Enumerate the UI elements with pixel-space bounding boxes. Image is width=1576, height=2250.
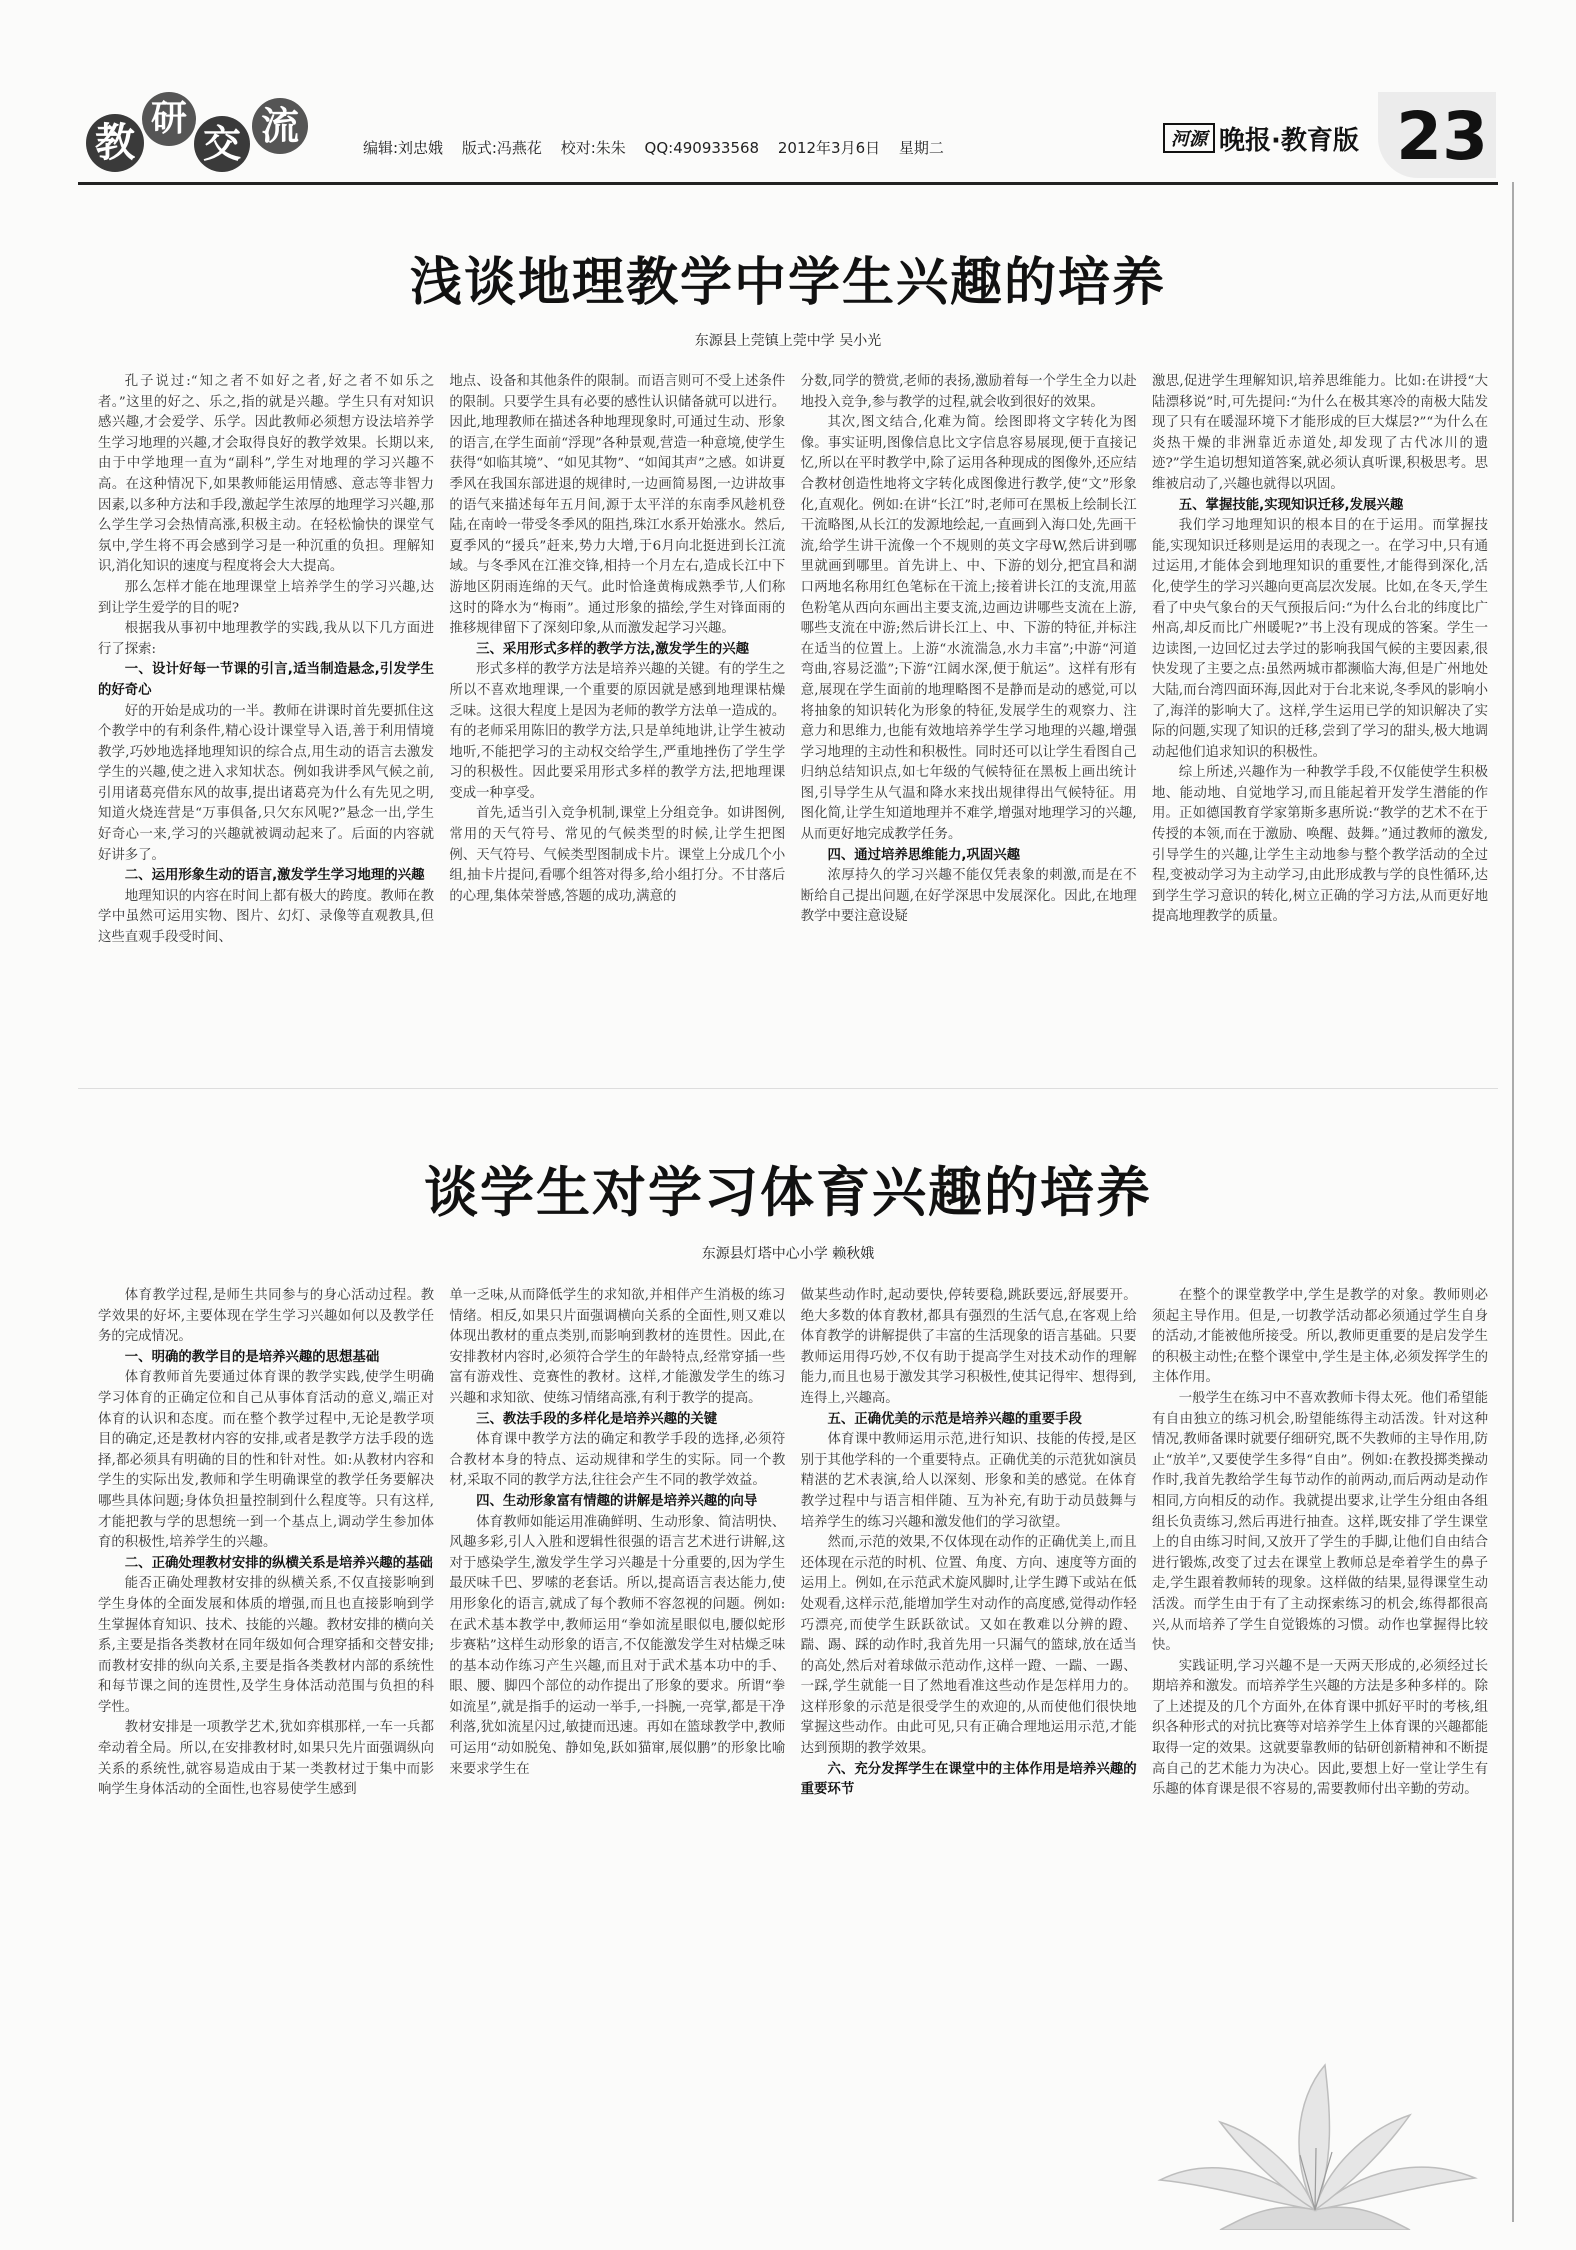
paragraph: 综上所述,兴趣作为一种教学手段,不仅能使学生积极地、能动地、自觉地学习,而且能起着开发学生潜能的作用。正如德国教育学家第斯多惠所说:“教学的艺术不在于传授的本领,而在于激励、唤醒、鼓舞。”通过教师的激发,引导学生的兴趣,让学生主动地参与整个教学活动的全过程,变被动学习为主动学习,由此形成教与学的良性循环,达到学生学习意识的转化,树立正确的学习方法,从而更好地提高地理教学的质量。 <box>1151 765 1488 925</box>
paragraph: 单一乏味,从而降低学生的求知欲,并相伴产生消极的练习情绪。相反,如果只片面强调横向关系的全面性,则又难以体现出教材的重点类别,而影响到教材的连贯性。因此,在安排教材内容时,必须符合学生的年龄特点,经常穿插一些富有游戏性、竞赛性的教材。这样,才能激发学生的练习兴趣和求知欲、使练习情绪高涨,有利于教学的提高。 <box>449 1288 786 1406</box>
section-heading: 五、掌握技能,实现知识迁移,发展兴趣 <box>1178 497 1404 513</box>
paragraph: 体育课中教学方法的确定和教学手段的选择,必须符合教材本身的特点、运动规律和学生的实际。同一个教材,采取不同的教学方法,往往会产生不同的教学效益。 <box>449 1432 786 1489</box>
text-column <box>98 1286 434 1986</box>
text-column <box>1152 372 1488 1052</box>
contact-qq: QQ:490933568 <box>644 139 760 157</box>
paragraph: 做某些动作时,起动要快,停转要稳,跳跃要远,舒展要开。绝大多数的体育教材,都具有强烈的生活气息,在客观上给体育教学的讲解提供了丰富的生活现象的语言基础。只要教师运用得巧妙,不仅有助于提高学生对技术动作的理解能力,而且也易于激发其学习积极性,使其记得牢、想得到,连得上,兴趣高。 <box>800 1288 1137 1406</box>
paragraph: 一般学生在练习中不喜欢教师卡得太死。他们希望能有自由独立的练习机会,盼望能练得主动活泼。针对这种情况,教师备课时就要仔细研究,既不失教师的主导作用,防止“放羊”,又要使学生多得“自由”。例如:在教投掷类操动作时,我首先教给学生每节动作的前两动,而后两动是动作相同,方向相反的动作。我就提出要求,让学生分组由各组组长负责练习,然后再进行抽查。这样,既安排了学生课堂上的自由练习时间,又放开了学生的手脚,让他们自由结合进行锻炼,改变了过去在课堂上教师总是牵着学生的鼻子走,学生跟着教师转的现象。这样做的结果,显得课堂生动活泼。而学生由于有了主动探索练习的机会,练得都很高兴,从而培养了学生自觉锻炼的习惯。动作也掌握得比较快。 <box>1151 1390 1488 1654</box>
paragraph: 在整个的课堂教学中,学生是教学的对象。教师则必须起主导作用。但是,一切教学活动都必须通过学生自身的活动,才能被他所接受。所以,教师更重要的是启发学生的积极主动性;在整个课堂中,学生是主体,必须发挥学生的主体作用。 <box>1151 1288 1488 1386</box>
paragraph: 教材安排是一项教学艺术,犹如弈棋那样,一车一兵都牵动着全局。所以,在安排教材时,如果只先片面强调纵向关系的系统性,就容易造成由于某一类教材过于集中而影响学生身体活动的全面性,也容易使学生感到 <box>98 1720 434 1798</box>
paragraph: 能否正确处理教材安排的纵横关系,不仅直接影响到学生身体的全面发展和体质的增强,而且也直接影响到学生掌握体育知识、技术、技能的兴趣。教材安排的横向关系,主要是指各类教材在同年级如何合理穿插和交替安排;而教材安排的纵向关系,主要是指各类教材内部的系统性和每节课之间的连贯性,及学生身体活动范围与负担的科学性。 <box>98 1576 434 1715</box>
paragraph: 首先,适当引入竞争机制,课堂上分组竞争。如讲图例,常用的天气符号、常见的气候类型的时候,让学生把图例、天气符号、气候类型图制成卡片。课堂上分成几个小组,抽卡片提问,看哪个组答对得多,给小组打分。不甘落后的心理,集体荣誉感,答题的成功,满意的 <box>449 806 786 904</box>
paragraph: 其次,图文结合,化难为简。绘图即将文字转化为图像。事实证明,图像信息比文字信息容易展现,便于直接记忆,所以在平时教学中,除了运用各种现成的图像外,还应结合教材创造性地将文字转化成图像进行教学,使“文”形象化,直观化。例如:在讲“长江”时,老师可在黑板上绘制长江干流略图,从长江的发源地绘起,一直画到入海口处,先画干流,给学生讲干流像一个不规则的英文字母W,然后讲到哪里就画到哪里。首先讲上、中、下游的划分,把宜昌和湖口两地名称用红色笔标在干流上;接着讲长江的支流,用蓝色粉笔从西向东画出主要支流,边画边讲哪些支流在上游,哪些支流在中游;然后讲长江上、中、下游的特征,并标注在适当的位置上。上游“水流湍急,水力丰富”;中游“河道弯曲,容易泛滥”;下游“江阔水深,便于航运”。这样有形有意,展现在学生面前的地理略图不是静而是动的感觉,可以将抽象的知识转化为形象的特征,发展学生的观察力、注意力和思维力,也能有效地培养学生学习地理的兴趣,增强学习地理的主动性和积极性。同时还可以让学生看图自己归纳总结知识点,如七年级的气候特征在黑板上画出统计图,引导学生从气温和降水来找出规律得出气候特征。用图化简,让学生知道地理并不难学,增强对地理学习的兴趣,从而更好地完成教学任务。 <box>800 415 1137 843</box>
article-byline: 东源县上莞镇上莞中学 吴小光 <box>694 333 882 349</box>
section-logo-char: 研 <box>142 92 196 146</box>
paragraph: 实践证明,学习兴趣不是一天两天形成的,必须经过长期培养和激发。而培养学生兴趣的方法是多种多样的。除了上述提及的几个方面外,在体育课中抓好平时的考核,组织各种形式的对抗比赛等对培养学生上体育课的兴趣都能取得一定的效果。这就要靠教师的钻研创新精神和不断提高自己的艺术能力为决心。因此,要想上好一堂让学生有乐趣的体育课是很不容易的,需要教师付出辛勤的劳动。 <box>1151 1658 1488 1798</box>
section-logo-char: 教 <box>86 114 144 172</box>
paragraph: 地理知识的内容在时间上都有极大的跨度。教师在教学中虽然可运用实物、图片、幻灯、录像等直观教具,但这些直观手段受时间、 <box>98 888 434 946</box>
section-heading: 三、教法手段的多样化是培养兴趣的关键 <box>476 1411 718 1427</box>
paragraph: 地点、设备和其他条件的限制。而语言则可不受上述条件的限制。只要学生具有必要的感性认识储备就可以进行。因此,地理教师在描述各种地理现象时,可通过生动、形象的语言,在学生面前“浮现”各种景观,营造一种意境,使学生获得“如临其境”、“如见其物”、“如闻其声”之感。如讲夏季风在我国东部进退的规律时,一边画简易图,一边讲故事的语气来描述每年五月间,源于太平洋的东南季风趁机登陆,在南岭一带受冬季风的阻挡,珠江水系开始涨水。然后,夏季风的“援兵”赶来,势力大增,于6月向北挺进到长江流域。与冬季风在江淮交锋,相持一个月左右,造成长江中下游地区阴雨连绵的天气。此时恰逢黄梅成熟季节,人们称这时的降水为“梅雨”。通过形象的描绘,学生对锋面雨的推移规律留下了深刻印象,从而激发起学习兴趣。 <box>449 374 786 637</box>
newspaper-brand <box>1163 120 1359 157</box>
paragraph: 我们学习地理知识的根本目的在于运用。而掌握技能,实现知识迁移则是运用的表现之一。在学习中,只有通过运用,才能体会到地理知识的重要性,才能得到深化,活化,使学生的学习兴趣向更高层次发展。比如,在冬天,学生看了中央气象台的天气预报后问:“为什么台北的纬度比广州高,却反而比广州暖呢?”书上没有现成的答案。学生一边读图,一边回忆过去学过的影响我国气候的主要因素,很快发现了主要之点:虽然两城市都濒临大海,但是广州地处大陆,而台湾四面环海,因此对于台北来说,冬季风的影响小了,海洋的影响大了。这样,学生运用已学的知识解决了实际的问题,实现了知识的迁移,尝到了学习的甜头,极大地调动起他们追求知识的积极性。 <box>1151 518 1488 760</box>
article-columns <box>98 372 1488 1052</box>
paragraph: 那么怎样才能在地理课堂上培养学生的学习兴趣,达到让学生爱学的目的呢? <box>98 579 434 616</box>
paragraph: 形式多样的教学方法是培养兴趣的关键。有的学生之所以不喜欢地理课,一个重要的原因就是感到地理课枯燥乏味。这很大程度上是因为老师的教学方法单一造成的。有的老师采用陈旧的教学方法,只是单纯地讲,让学生被动地听,不能把学习的主动权交给学生,严重地挫伤了学生学习的积极性。因此要采用形式多样的教学方法,把地理课变成一种享受。 <box>449 662 786 801</box>
text-column <box>801 372 1137 1052</box>
page-number: 23 <box>1396 98 1488 175</box>
section-heading: 一、明确的教学目的是培养兴趣的思想基础 <box>124 1349 380 1365</box>
section-logo-char: 交 <box>194 116 250 172</box>
section-heading: 五、正确优美的示范是培养兴趣的重要手段 <box>827 1411 1082 1427</box>
page-edge-rule <box>1512 182 1514 2222</box>
paragraph: 浓厚持久的学习兴趣不能仅凭表象的刺激,而是在不断给自己提出问题,在好学深思中发展深化。因此,在地理教学中要注意设疑 <box>800 868 1137 925</box>
section-heading: 三、采用形式多样的教学方法,激发学生的兴趣 <box>476 641 750 657</box>
article-columns <box>98 1286 1488 1986</box>
paragraph: 体育教师首先要通过体育课的教学实践,使学生明确学习体育的正确定位和自己从事体育活动的意义,端正对体育的认识和态度。而在整个教学过程中,无论是教学项目的确定,还是教材内容的安排,或者是教学方法手段的选择,都必须具有明确的目的性和针对性。如:从教材内容和学生的实际出发,教师和学生明确课堂的教学任务要解决哪些具体问题;身体负担量控制到什么程度等。只有这样,才能把教与学的思想统一到一个基点上,调动学生参加体育的积极性,培养学生的兴趣。 <box>98 1370 434 1551</box>
brand-seal-logo: 河源 <box>1163 123 1215 153</box>
article-byline: 东源县灯塔中心小学 赖秋娥 <box>701 1246 875 1262</box>
masthead-meta <box>363 137 958 158</box>
text-column <box>449 372 785 1052</box>
page-number-tab <box>1378 92 1496 178</box>
article-separator <box>78 1088 1498 1089</box>
paragraph: 好的开始是成功的一半。教师在讲课时首先要抓住这个教学中的有利条件,精心设计课堂导入语,善于利用情境教学,巧妙地选择地理知识的综合点,用生动的语言去激发学生的兴趣,使之进入求知状态。例如我讲季风气候之前,引用诸葛亮借东风的故事,提出诸葛亮为什么有先见之明,知道火烧连营是“万事俱备,只欠东风呢?”悬念一出,学生好奇心一来,学习的兴趣就被调动起来了。后面的内容就好讲多了。 <box>98 703 434 863</box>
article-title: 浅谈地理教学中学生兴趣的培养 <box>409 253 1166 313</box>
paragraph: 体育教师如能运用准确鲜明、生动形象、简洁明快、风趣多彩,引人入胜和逻辑性很强的语言艺术进行讲解,这对于感染学生,激发学生学习兴趣是十分重要的,因为学生最厌味千巴、罗嗦的老套话。所以,提高语言表达能力,使用形象化的语言,就成了每个教师不容忽视的问题。例如:在武术基本教学中,教师运用“拳如流星眼似电,腰似蛇形步赛粘”这样生动形象的语言,不仅能激发学生对枯燥乏味的基本动作练习产生兴趣,而且对于武术基本功中的手、眼、腰、脚四个部位的动作提出了形象的要求。所谓“拳如流星”,就是指手的运动一举手,一抖腕,一亮掌,都是干净利落,犹如流星闪过,敏捷而迅速。再如在篮球教学中,教师可运用“动如脱兔、静如兔,跃如猫窜,展似鹏”的形象比喻来要求学生在 <box>449 1514 786 1777</box>
paragraph: 激思,促进学生理解知识,培养思维能力。比如:在讲授“大陆漂移说”时,可先提问:“为什么在极其寒冷的南极大陆发现了只有在暖湿环境下才能形成的巨大煤层?”“为什么在炎热干燥的非洲靠近赤道处,却发现了古代冰川的遗迹?”学生追切想知道答案,就必须认真听课,积极思考。思维被启动了,兴趣也就得以巩固。 <box>1151 374 1488 492</box>
text-column <box>98 372 434 1052</box>
paragraph: 分数,同学的赞赏,老师的表扬,激励着每一个学生全力以赴地投入竞争,参与教学的过程,就会收到很好的效果。 <box>800 374 1137 410</box>
text-column <box>1152 1286 1488 1986</box>
paragraph: 孔子说过:“知之者不如好之者,好之者不如乐之者。”这里的好之、乐之,指的就是兴趣。学生只有对知识感兴趣,才会爱学、乐学。因此教师必须想方设法培养学生学习地理的兴趣,才会取得良好的教学效果。长期以来,由于中学地理一直为“副科”,学生对地理的学习兴趣不高。在这种情况下,如果教师能运用情感、意志等非智力因素,以多种方法和手段,激起学生浓厚的地理学习兴趣,那么学生学习会热情高涨,积极主动。在轻松愉快的课堂气氛中,学生将不再会感到学习是一种沉重的负担。理解知识,消化知识的速度与程度将会大大提高。 <box>98 374 434 575</box>
section-heading: 二、正确处理教材安排的纵横关系是培养兴趣的基础 <box>124 1555 433 1571</box>
paragraph: 根据我从事初中地理教学的实践,我从以下几方面进行了探索: <box>98 621 434 657</box>
section-heading: 一、设计好每一节课的引言,适当制造悬念,引发学生的好奇心 <box>98 662 434 698</box>
paragraph: 然而,示范的效果,不仅体现在动作的正确优美上,而且还体现在示范的时机、位置、角度、方向、速度等方面的运用上。例如,在示范武术旋风脚时,让学生蹲下或站在低处观看,这样示范,能增加学生对动作的高度感,觉得动作轻巧漂亮,而使学生跃跃欲试。又如在教难以分辨的蹬、踹、踢、踩的动作时,我首先用一只漏气的篮球,放在适当的高处,然后对着球做示范动作,这样一蹬、一踹、一踢、一踩,学生就能一目了然地看准这些动作是怎样用力的。这样形象的示范是很受学生的欢迎的,从而使他们很快地掌握这些动作。由此可见,只有正确合理地运用示范,才能达到预期的教学效果。 <box>800 1535 1137 1757</box>
section-logo <box>78 92 338 178</box>
section-heading: 六、充分发挥学生在课堂中的主体作用是培养兴趣的重要环节 <box>800 1761 1137 1798</box>
issue-date: 2012年3月6日 <box>777 139 881 157</box>
text-column <box>449 1286 785 1986</box>
section-heading: 四、生动形象富有情趣的讲解是培养兴趣的向导 <box>476 1493 758 1509</box>
layout-credit: 版式:冯燕花 <box>461 139 542 157</box>
lily-flower-decoration <box>1150 2060 1480 2230</box>
brand-name: 晚报·教育版 <box>1219 126 1359 156</box>
paragraph: 体育课中教师运用示范,进行知识、技能的传授,是区别于其他学科的一个重要特点。正确优美的示范犹如演员精湛的艺术表演,给人以深刻、形象和美的感觉。在体育教学过程中与语言相伴随、互为补充,有助于动员鼓舞与培养学生的练习兴趣和激发他们的学习欲望。 <box>800 1432 1137 1530</box>
header-rule <box>78 182 1498 185</box>
section-logo-char: 流 <box>252 98 308 154</box>
issue-weekday: 星期二 <box>898 139 944 157</box>
page-header <box>78 92 1498 178</box>
text-column <box>801 1286 1137 1986</box>
article-title: 谈学生对学习体育兴趣的培养 <box>424 1161 1152 1224</box>
proof-credit: 校对:朱朱 <box>560 139 626 157</box>
section-heading: 四、通过培养思维能力,巩固兴趣 <box>827 847 1021 863</box>
section-heading: 二、运用形象生动的语言,激发学生学习地理的兴趣 <box>124 868 425 884</box>
paragraph: 体育教学过程,是师生共同参与的身心活动过程。教学效果的好坏,主要体现在学生学习兴趣如何以及教学任务的完成情况。 <box>98 1288 434 1345</box>
editor-credit: 编辑:刘忠娥 <box>363 139 444 157</box>
